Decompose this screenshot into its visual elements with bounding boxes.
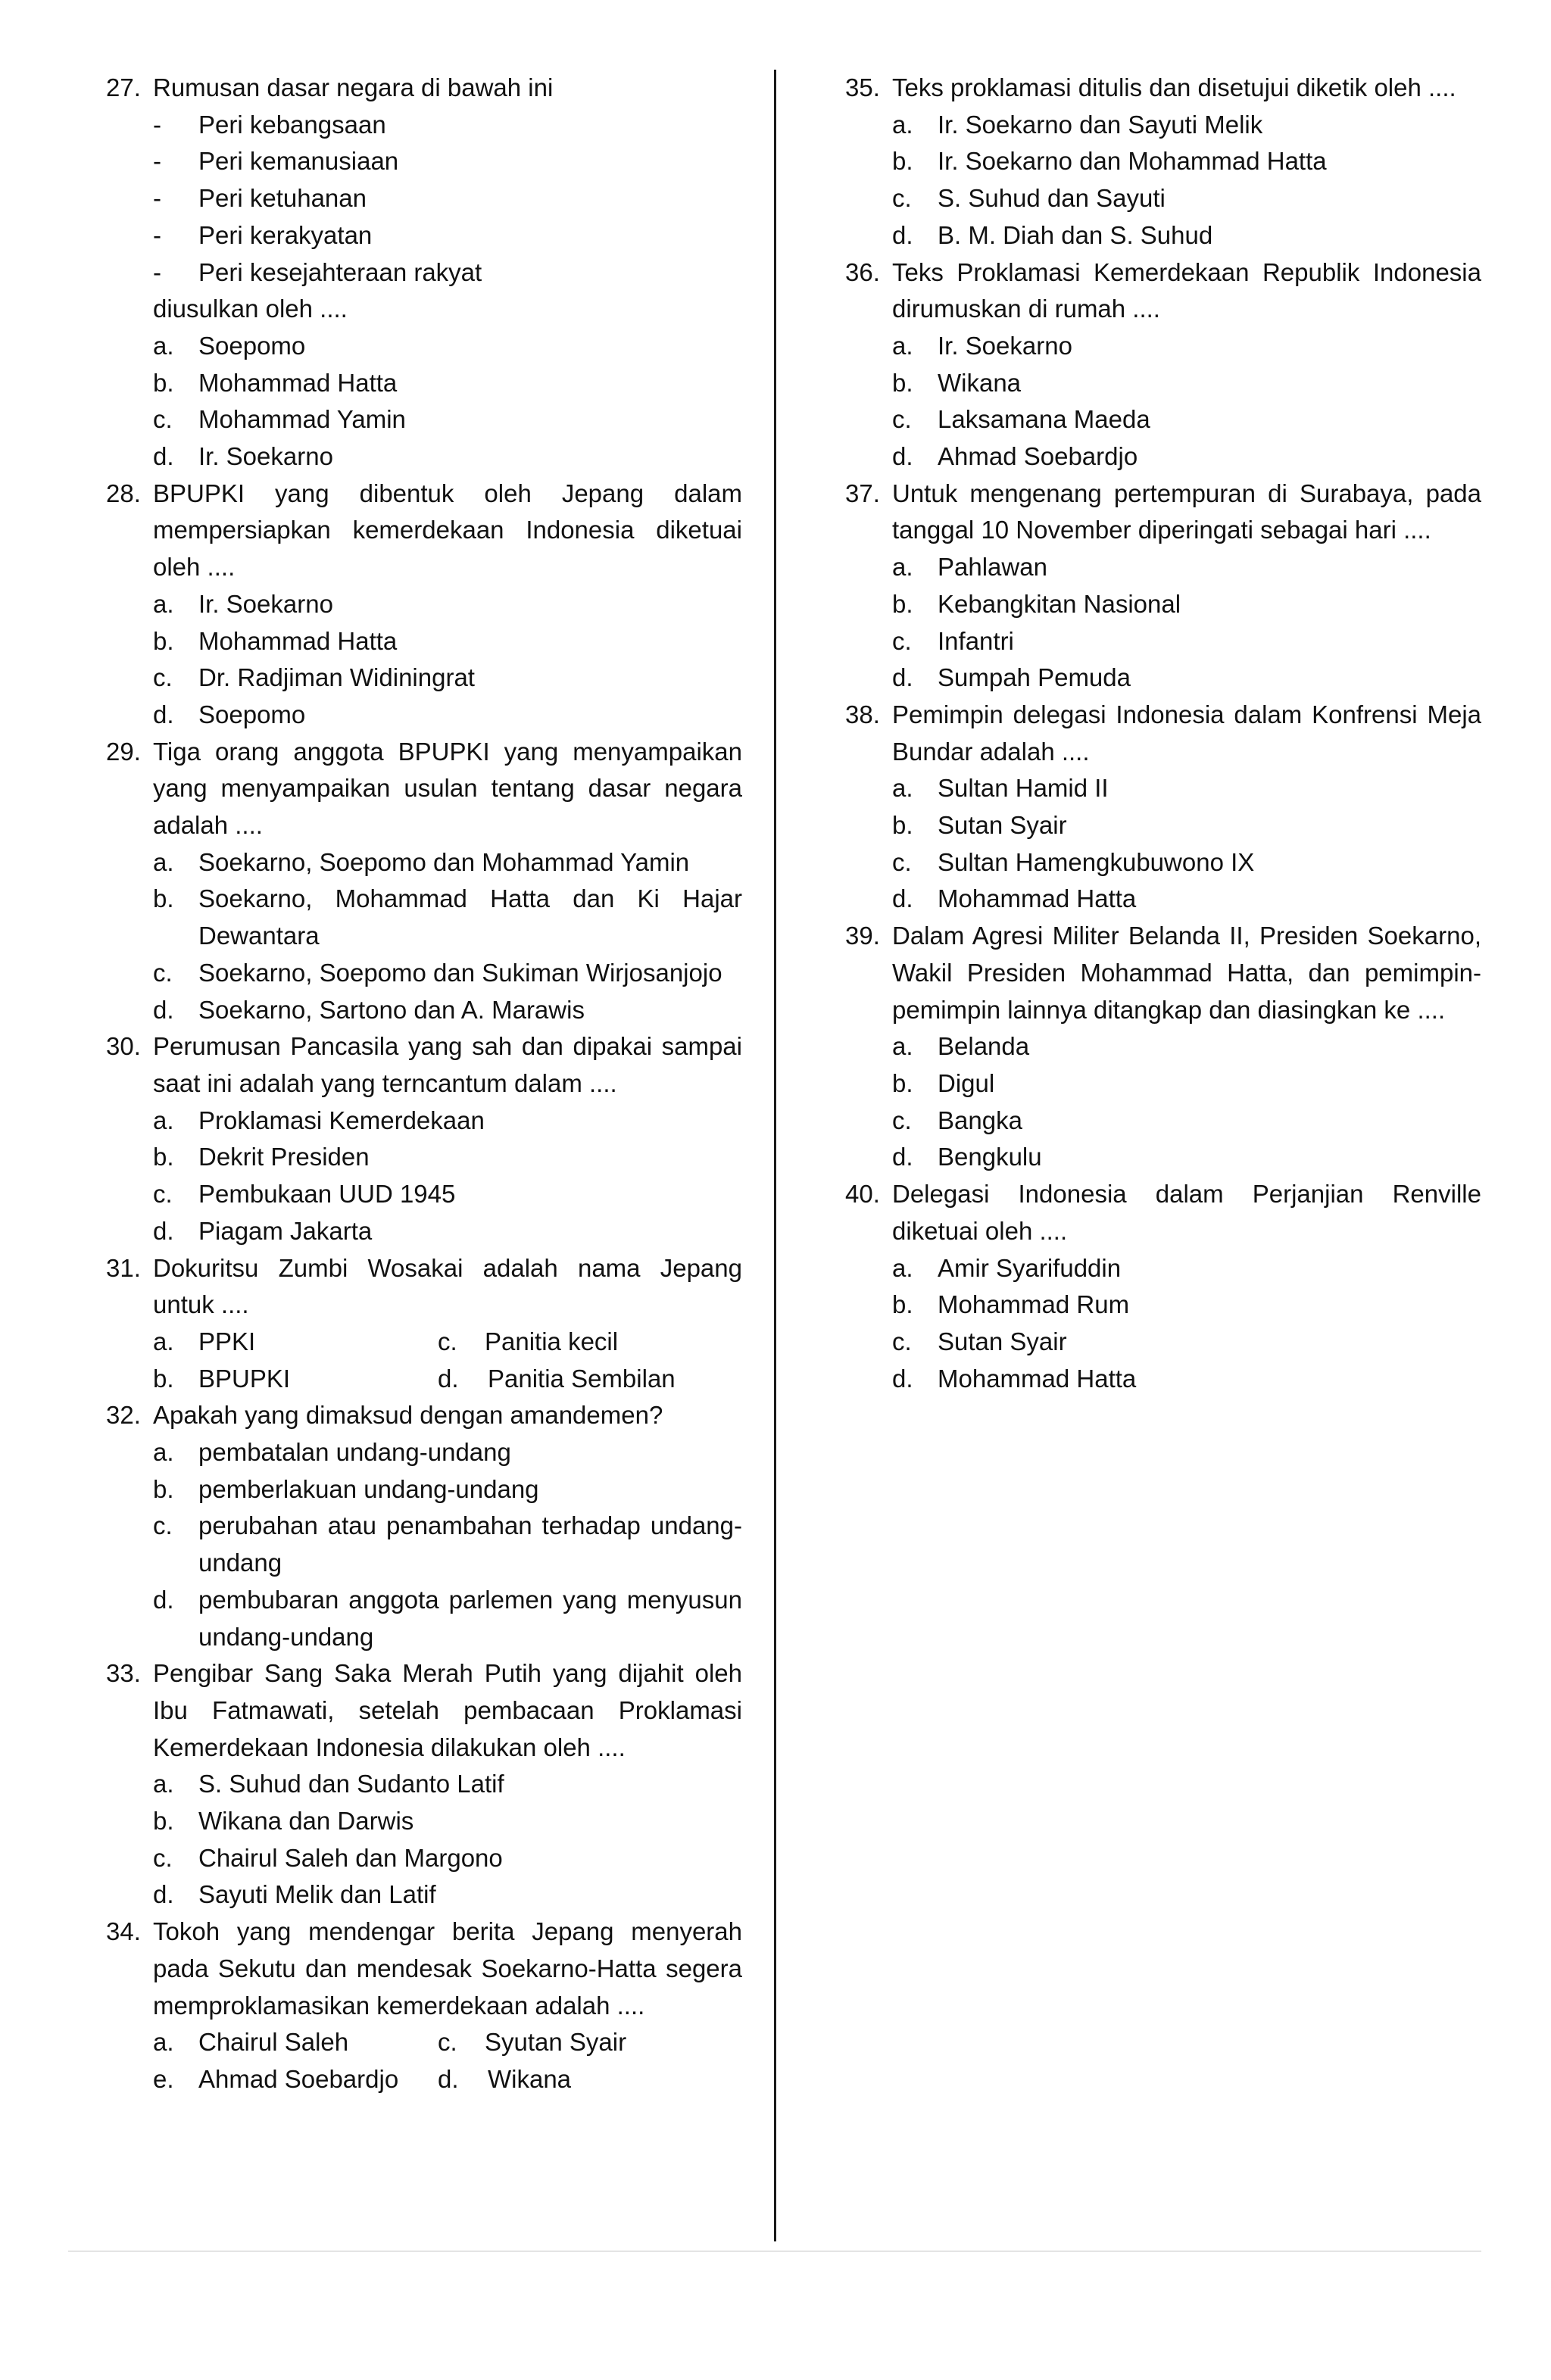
option-d: [106, 697, 742, 734]
question-text: Untuk mengenang pertempuran di Surabaya, pada tanggal 10 November diperingati sebagai hari ....: [892, 479, 1481, 544]
question-30: [106, 1028, 742, 1249]
question-number: 33.: [106, 1659, 141, 1688]
question-number: 36.: [845, 257, 880, 286]
question-text: Pengibar Sang Saka Merah Putih yang dijahit oleh Ibu Fatmawati, setelah pembacaan Proklamasi Kemerdekaan Indonesia dilakukan oleh ....: [153, 1659, 742, 1761]
question-text: Tiga orang anggota BPUPKI yang menyampaikan yang menyampaikan usulan tentang dasar negara adalah ....: [153, 737, 742, 840]
question-number: 38.: [845, 700, 880, 728]
option-c: [106, 1840, 742, 1877]
option-d: [106, 1582, 742, 1655]
option-b: [106, 881, 742, 954]
option-text: Sumpah Pemuda: [938, 663, 1131, 692]
option-row: [106, 2061, 742, 2098]
option-letter: e.: [153, 2064, 174, 2093]
option-letter: d.: [153, 995, 174, 1024]
option-b: [845, 807, 1481, 844]
option-b: [106, 1139, 742, 1176]
option-text: Soepomo: [198, 700, 306, 728]
option-letter: d.: [892, 663, 913, 692]
option-text: Panitia Sembilan: [488, 1364, 676, 1393]
list-dash: -: [153, 184, 161, 213]
option-letter: c.: [438, 2028, 457, 2057]
option-text: Mohammad Hatta: [938, 884, 1137, 913]
footer-divider: [68, 2251, 1481, 2252]
option-a: [106, 1103, 742, 1140]
option-letter: d.: [153, 700, 174, 728]
option-text: Mohammad Hatta: [938, 1364, 1137, 1393]
option-text: S. Suhud dan Sudanto Latif: [198, 1770, 504, 1798]
option-letter: b.: [153, 884, 174, 913]
option-a: [845, 1028, 1481, 1065]
question-number: 34.: [106, 1917, 141, 1946]
option-d: [845, 217, 1481, 254]
option-text: pembatalan undang-undang: [198, 1438, 511, 1467]
option-d: [106, 438, 742, 476]
option-letter: d.: [892, 884, 913, 913]
option-row: [106, 1361, 742, 1398]
question-text: Pemimpin delegasi Indonesia dalam Konfrensi Meja Bundar adalah ....: [892, 700, 1481, 766]
option-letter: d.: [892, 1143, 913, 1171]
option-text: Mohammad Yamin: [198, 405, 406, 434]
option-e: [153, 2061, 438, 2098]
option-text: Soekarno, Soepomo dan Sukiman Wirjosanjojo: [198, 958, 722, 987]
question-38: [845, 697, 1481, 918]
option-letter: b.: [892, 1290, 913, 1319]
option-a: [106, 1766, 742, 1803]
option-c: [106, 1176, 742, 1213]
list-dash: -: [153, 147, 161, 176]
question-32: [106, 1397, 742, 1655]
option-letter: a.: [153, 1106, 174, 1134]
option-letter: b.: [153, 1807, 174, 1836]
option-text: Mohammad Hatta: [198, 626, 398, 655]
option-letter: b.: [153, 1143, 174, 1171]
option-c: [845, 180, 1481, 217]
question-number: 35.: [845, 73, 880, 101]
option-letter: d.: [153, 1216, 174, 1245]
option-letter: b.: [892, 1068, 913, 1097]
option-c: [438, 2024, 741, 2061]
option-letter: a.: [153, 847, 174, 876]
option-text: Mohammad Hatta: [198, 368, 398, 397]
option-letter: c.: [153, 1511, 173, 1540]
option-d: [106, 1876, 742, 1914]
option-d: [845, 660, 1481, 697]
option-letter: b.: [892, 811, 913, 840]
question-number: 40.: [845, 1180, 880, 1209]
option-text: Chairul Saleh: [198, 2028, 349, 2057]
question-number: 31.: [106, 1253, 141, 1282]
option-a: [153, 2024, 438, 2061]
option-letter: c.: [153, 405, 173, 434]
option-text: Wikana: [488, 2064, 572, 2093]
right-column: [845, 70, 1481, 1397]
option-letter: c.: [153, 663, 173, 692]
option-letter: a.: [153, 1327, 174, 1355]
question-number: 27.: [106, 73, 141, 101]
option-a: [845, 549, 1481, 586]
option-letter: d.: [892, 1364, 913, 1393]
option-text: Soekarno, Mohammad Hatta dan Ki Hajar Dewantara: [198, 884, 742, 950]
option-text: Ir. Soekarno dan Sayuti Melik: [938, 110, 1263, 139]
option-letter: a.: [153, 331, 174, 360]
list-dash: -: [153, 257, 161, 286]
option-c: [438, 1324, 741, 1361]
option-letter: b.: [892, 589, 913, 618]
option-letter: d.: [153, 1880, 174, 1909]
option-text: Wikana: [938, 368, 1022, 397]
list-item: [106, 143, 742, 180]
question-31: [106, 1250, 742, 1398]
option-letter: d.: [892, 220, 913, 249]
list-item: [106, 180, 742, 217]
option-letter: c.: [892, 626, 912, 655]
option-text: Digul: [938, 1068, 995, 1097]
option-text: B. M. Diah dan S. Suhud: [938, 220, 1213, 249]
option-letter: c.: [153, 1180, 173, 1209]
option-b: [845, 586, 1481, 623]
option-text: Sultan Hamengkubuwono IX: [938, 847, 1255, 876]
option-d: [845, 1139, 1481, 1176]
question-text: Apakah yang dimaksud dengan amandemen?: [153, 1401, 663, 1430]
left-column: [106, 70, 742, 2098]
option-text: Ahmad Soebardjo: [938, 442, 1138, 471]
question-text: Dalam Agresi Militer Belanda II, Presiden Soekarno, Wakil Presiden Mohammad Hatta, dan pemimpin-pemimpin lainnya ditangkap dan diasingkan ke ....: [892, 922, 1481, 1024]
question-number: 32.: [106, 1401, 141, 1430]
option-text: Ahmad Soebardjo: [198, 2064, 399, 2093]
option-letter: a.: [153, 589, 174, 618]
option-text: Soepomo: [198, 331, 306, 360]
question-number: 28.: [106, 479, 141, 507]
option-letter: b.: [892, 147, 913, 176]
option-a: [106, 328, 742, 365]
option-c: [106, 955, 742, 992]
option-row: [106, 1324, 742, 1361]
option-text: Bangka: [938, 1106, 1022, 1134]
option-c: [106, 1508, 742, 1581]
list-item-text: Peri kerakyatan: [198, 220, 373, 249]
question-28: [106, 476, 742, 734]
question-40: [845, 1176, 1481, 1397]
option-d: [845, 1361, 1481, 1398]
option-letter: b.: [153, 1474, 174, 1503]
option-text: Sultan Hamid II: [938, 774, 1109, 803]
option-letter: d.: [892, 442, 913, 471]
option-a: [106, 844, 742, 881]
option-text: Ir. Soekarno: [938, 331, 1072, 360]
list-dash: -: [153, 220, 161, 249]
option-text: Proklamasi Kemerdekaan: [198, 1106, 485, 1134]
option-text: Sayuti Melik dan Latif: [198, 1880, 436, 1909]
option-text: Amir Syarifuddin: [938, 1253, 1122, 1282]
list-item: [106, 217, 742, 254]
list-item-text: Peri ketuhanan: [198, 184, 367, 213]
option-letter: b.: [153, 626, 174, 655]
question-37: [845, 476, 1481, 697]
option-letter: a.: [892, 774, 913, 803]
option-letter: d.: [153, 1585, 174, 1614]
option-text: Piagam Jakarta: [198, 1216, 373, 1245]
question-29: [106, 734, 742, 1029]
option-text: Soekarno, Soepomo dan Mohammad Yamin: [198, 847, 690, 876]
option-c: [845, 844, 1481, 881]
option-text: Ir. Soekarno: [198, 589, 333, 618]
option-b: [153, 1361, 438, 1398]
option-text: Syutan Syair: [485, 2028, 627, 2057]
list-item-text: Peri kesejahteraan rakyat: [198, 257, 482, 286]
option-letter: b.: [892, 368, 913, 397]
list-item: [106, 107, 742, 144]
option-text: Sutan Syair: [938, 811, 1067, 840]
option-b: [845, 365, 1481, 402]
option-d: [106, 1213, 742, 1250]
question-text: Delegasi Indonesia dalam Perjanjian Renville diketuai oleh ....: [892, 1180, 1481, 1245]
question-39: [845, 918, 1481, 1176]
option-letter: b.: [153, 1364, 174, 1393]
option-text: Sutan Syair: [938, 1327, 1067, 1355]
option-letter: d.: [438, 2064, 459, 2093]
option-d: [106, 992, 742, 1029]
option-text: Pahlawan: [938, 553, 1047, 582]
list-item-text: Peri kebangsaan: [198, 110, 386, 139]
option-text: S. Suhud dan Sayuti: [938, 184, 1166, 213]
option-b: [845, 1287, 1481, 1324]
option-b: [106, 623, 742, 660]
question-text: Tokoh yang mendengar berita Jepang menyerah pada Sekutu dan mendesak Soekarno-Hatta segera memproklamasikan kemerdekaan adalah ....: [153, 1917, 742, 2020]
option-text: BPUPKI: [198, 1364, 291, 1393]
question-34: [106, 1914, 742, 2098]
question-number: 37.: [845, 479, 880, 507]
question-36: [845, 254, 1481, 476]
option-c: [845, 401, 1481, 438]
option-c: [106, 401, 742, 438]
option-text: Chairul Saleh dan Margono: [198, 1843, 503, 1872]
question-number: 30.: [106, 1032, 141, 1061]
option-text: Laksamana Maeda: [938, 405, 1150, 434]
option-letter: b.: [153, 368, 174, 397]
option-text: PPKI: [198, 1327, 256, 1355]
option-text: Ir. Soekarno: [198, 442, 333, 471]
list-item-text: Peri kemanusiaan: [198, 147, 399, 176]
option-c: [106, 660, 742, 697]
option-letter: c.: [892, 1106, 912, 1134]
option-letter: a.: [892, 553, 913, 582]
question-text: BPUPKI yang dibentuk oleh Jepang dalam mempersiapkan kemerdekaan Indonesia diketuai oleh ....: [153, 479, 742, 582]
option-d: [438, 2061, 741, 2098]
question-text: Teks proklamasi ditulis dan disetujui diketik oleh ....: [892, 73, 1456, 101]
option-letter: a.: [153, 2028, 174, 2057]
option-text: Dekrit Presiden: [198, 1143, 370, 1171]
option-letter: d.: [438, 1364, 459, 1393]
option-text: Dr. Radjiman Widiningrat: [198, 663, 475, 692]
option-c: [845, 1324, 1481, 1361]
option-d: [845, 438, 1481, 476]
question-text: Rumusan dasar negara di bawah ini: [153, 73, 554, 101]
option-letter: c.: [892, 184, 912, 213]
option-b: [106, 1803, 742, 1840]
option-letter: c.: [892, 847, 912, 876]
question-continuation: diusulkan oleh ....: [153, 295, 348, 323]
question-27: [106, 70, 742, 476]
option-text: perubahan atau penambahan terhadap undang-undang: [198, 1511, 742, 1577]
option-text: Soekarno, Sartono dan A. Marawis: [198, 995, 585, 1024]
option-letter: c.: [438, 1327, 457, 1355]
option-text: Kebangkitan Nasional: [938, 589, 1181, 618]
option-letter: c.: [153, 1843, 173, 1872]
question-text: Teks Proklamasi Kemerdekaan Republik Indonesia dirumuskan di rumah ....: [892, 257, 1481, 323]
option-a: [153, 1324, 438, 1361]
option-b: [845, 1065, 1481, 1103]
question-35: [845, 70, 1481, 254]
option-letter: d.: [153, 442, 174, 471]
list-dash: -: [153, 110, 161, 139]
option-letter: a.: [892, 1032, 913, 1061]
option-a: [845, 770, 1481, 807]
option-letter: a.: [153, 1438, 174, 1467]
option-a: [106, 586, 742, 623]
option-a: [845, 328, 1481, 365]
option-text: Panitia kecil: [485, 1327, 619, 1355]
option-text: Infantri: [938, 626, 1014, 655]
question-text: Dokuritsu Zumbi Wosakai adalah nama Jepang untuk ....: [153, 1253, 742, 1319]
column-divider: [774, 70, 776, 2241]
option-b: [845, 143, 1481, 180]
option-text: Pembukaan UUD 1945: [198, 1180, 456, 1209]
question-text: Perumusan Pancasila yang sah dan dipakai sampai saat ini adalah yang terncantum dalam ....: [153, 1032, 742, 1097]
option-c: [845, 1103, 1481, 1140]
option-b: [106, 365, 742, 402]
option-letter: c.: [892, 1327, 912, 1355]
option-text: Bengkulu: [938, 1143, 1042, 1171]
option-a: [845, 107, 1481, 144]
option-letter: a.: [892, 331, 913, 360]
option-letter: a.: [892, 110, 913, 139]
option-letter: a.: [153, 1770, 174, 1798]
option-d: [845, 881, 1481, 918]
list-item: [106, 254, 742, 292]
option-d: [438, 1361, 741, 1398]
option-text: Wikana dan Darwis: [198, 1807, 414, 1836]
option-text: pembubaran anggota parlemen yang menyusun undang-undang: [198, 1585, 742, 1651]
option-letter: c.: [153, 958, 173, 987]
option-c: [845, 623, 1481, 660]
option-text: Belanda: [938, 1032, 1030, 1061]
option-a: [106, 1434, 742, 1471]
question-number: 39.: [845, 922, 880, 950]
option-row: [106, 2024, 742, 2061]
option-b: [106, 1471, 742, 1508]
option-text: Mohammad Rum: [938, 1290, 1130, 1319]
question-number: 29.: [106, 737, 141, 766]
option-letter: c.: [892, 405, 912, 434]
option-text: Ir. Soekarno dan Mohammad Hatta: [938, 147, 1327, 176]
option-a: [845, 1250, 1481, 1287]
option-letter: a.: [892, 1253, 913, 1282]
option-text: pemberlakuan undang-undang: [198, 1474, 539, 1503]
question-33: [106, 1655, 742, 1914]
